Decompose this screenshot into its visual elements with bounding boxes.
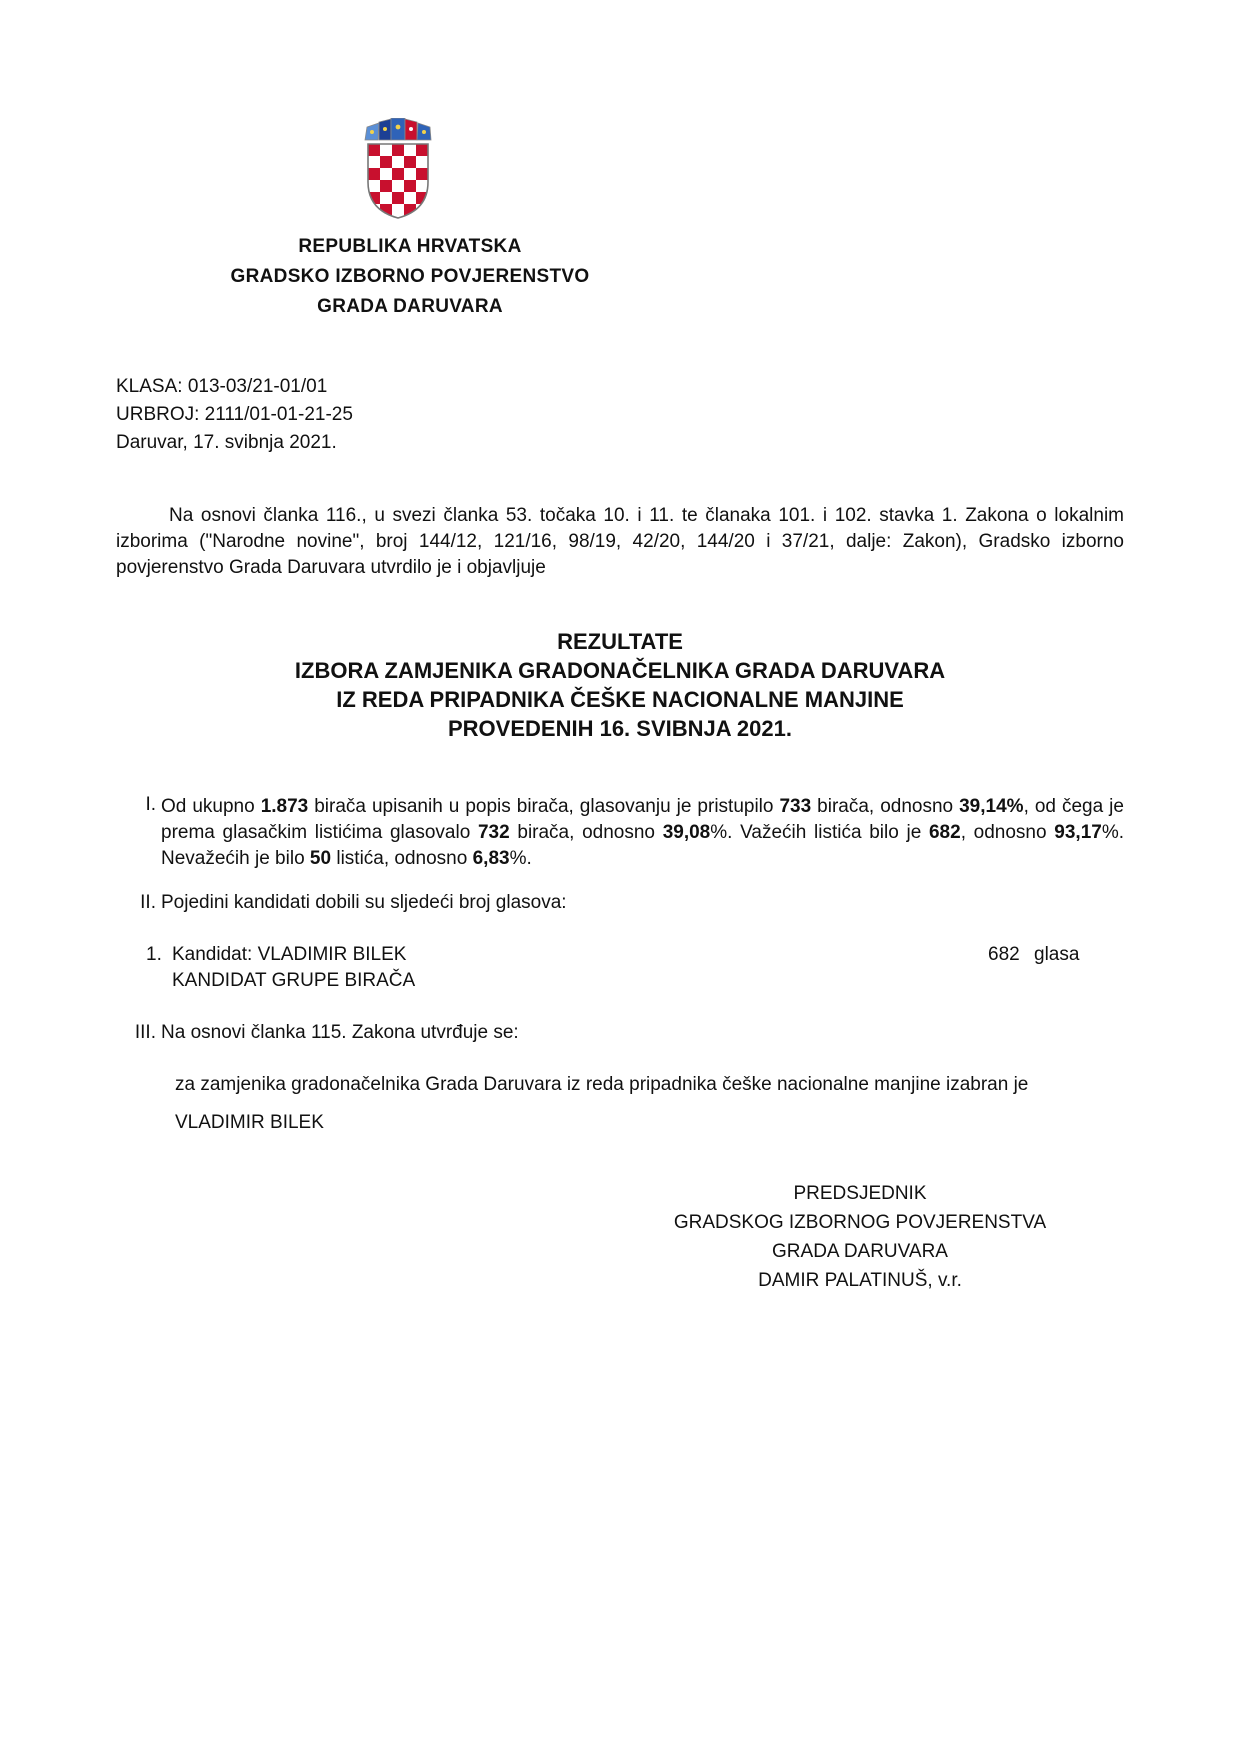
header-city: GRADA DARUVARA xyxy=(317,296,503,317)
header-commission: GRADSKO IZBORNO POVJERENSTVO xyxy=(230,266,590,287)
title-line-3: IZ REDA PRIPADNIKA ČEŠKE NACIONALNE MANJINE xyxy=(336,687,904,712)
intro-paragraph xyxy=(116,503,1124,581)
invalid-ballots: 50 xyxy=(309,848,332,869)
klasa: KLASA: 013-03/21-01/01 xyxy=(116,376,328,397)
candidate-number: 1. xyxy=(146,944,162,965)
ballots-cast: 732 xyxy=(477,822,510,843)
title-line-2: IZBORA ZAMJENIKA GRADONAČELNIKA GRADA DARUVARA xyxy=(294,658,946,683)
place-date: Daruvar, 17. svibnja 2021. xyxy=(116,432,337,453)
section-2-number: II. xyxy=(140,892,156,913)
section-3-text: Na osnovi članka 115. Zakona utvrđuje se: xyxy=(161,1022,519,1043)
intro-text: Na osnovi članka 116., u svezi članka 53. točaka 10. i 11. te članaka 101. i 102. stavka 1. Zakona o lokalnim izborima ("Narodne novine", broj 144/12, 121/16, 98/19, 42/20, 144/20 i 37/21, dalje: Zakon), Gradsko izborno povjerenstvo Grada Daruvara utvrdilo je i objavljuje xyxy=(116,505,1124,578)
election-statement: za zamjenika gradonačelnika Grada Daruvara iz reda pripadnika češke nacionalne manjine izabran je xyxy=(175,1074,1029,1095)
candidate-name: Kandidat: VLADIMIR BILEK xyxy=(172,944,407,965)
section-1-number: I. xyxy=(145,794,156,815)
signature-body: GRADSKOG IZBORNOG POVJERENSTVA xyxy=(673,1212,1047,1233)
section-2-text: Pojedini kandidati dobili su sljedeći broj glasova: xyxy=(161,892,567,913)
signature-city: GRADA DARUVARA xyxy=(772,1241,948,1262)
registered-voters: 1.873 xyxy=(260,796,309,817)
section-3-number: III. xyxy=(134,1022,156,1043)
title-line-4: PROVEDENIH 16. SVIBNJA 2021. xyxy=(448,716,792,741)
votes-unit: glasa xyxy=(1034,944,1080,965)
signature-name: DAMIR PALATINUŠ, v.r. xyxy=(758,1270,962,1291)
candidate-votes: 682 xyxy=(988,944,1020,965)
header-republic: REPUBLIKA HRVATSKA xyxy=(298,236,522,257)
voters-turnout: 733 xyxy=(779,796,812,817)
turnout-percent: 39,14% xyxy=(959,796,1024,817)
valid-ballots: 682 xyxy=(928,822,961,843)
candidate-group: KANDIDAT GRUPE BIRAČA xyxy=(172,970,416,991)
croatian-coat-of-arms-icon xyxy=(362,118,434,220)
title-line-1: REZULTATE xyxy=(557,629,683,654)
valid-percent: 93,17 xyxy=(1054,822,1102,843)
signature-title: PREDSJEDNIK xyxy=(793,1183,927,1204)
invalid-percent: 6,83 xyxy=(472,848,510,869)
section-1-text: Od ukupno 1.873 birača upisanih u popis birača, glasovanju je pristupilo 733 birača, odnosno 39,14%, od čega je prema glasačkim listićima glasovalo 732 birača, odnosno 39,08%. Važećih listića bilo je 682, odnosno 93,17%. Nevažećih je bilo 50 listića, odnosno 6,83%. xyxy=(161,796,1125,869)
urbroj: URBROJ: 2111/01-01-21-25 xyxy=(116,404,353,425)
elected-candidate: VLADIMIR BILEK xyxy=(175,1112,324,1133)
ballots-percent: 39,08 xyxy=(662,822,711,843)
